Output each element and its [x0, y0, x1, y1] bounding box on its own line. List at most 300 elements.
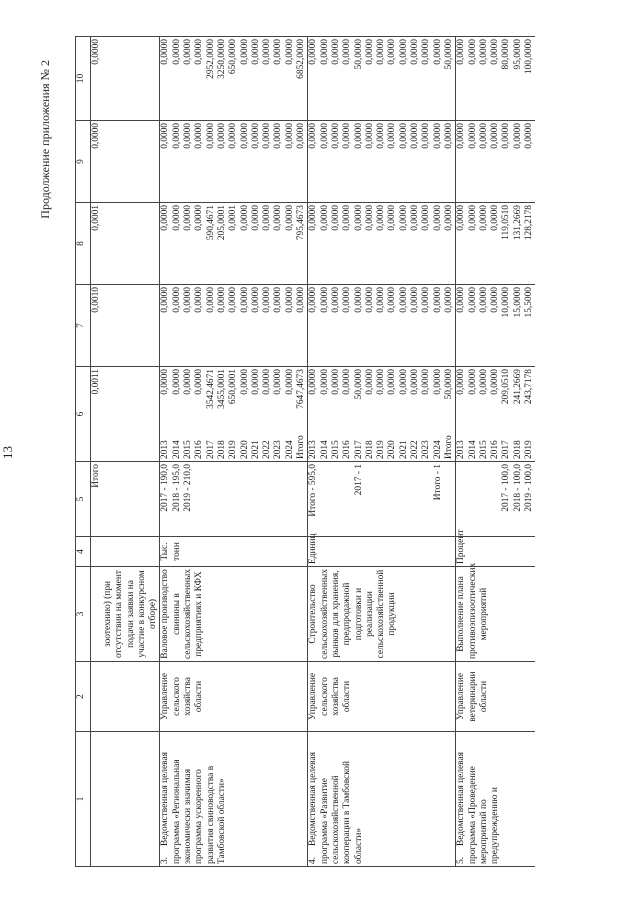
col10-cell-line: 0,0000 [194, 39, 205, 65]
col9-cell-line: 0,0000 [456, 123, 467, 149]
col6-line [296, 369, 307, 459]
col9-cell-line: 0,0000 [512, 123, 523, 149]
col8-cell-line: 0,0001 [228, 205, 239, 231]
year-label: 2021 [250, 440, 261, 459]
table-row [160, 37, 308, 867]
appendix-continuation-note: Продолжение приложения № 2 [38, 60, 52, 219]
year-label: 2014 [319, 440, 330, 459]
col7-cell-line: 0,0000 [467, 287, 478, 313]
col7-cell-line: 0,0000 [376, 287, 387, 313]
unit-cell: Единиц [308, 537, 456, 567]
col10-cell [160, 37, 308, 121]
col8-cell-line: 0,0000 [456, 205, 467, 231]
targets-cell-line [342, 464, 353, 534]
col9-cell-line: 0,0000 [432, 123, 443, 149]
col6-value: 0,0000 [456, 369, 467, 395]
col10-cell-line: 0,0000 [239, 39, 250, 65]
col6-line [421, 369, 432, 459]
col9-cell-line: 0,0000 [228, 123, 239, 149]
col6-value: 7647,4673 [296, 369, 307, 409]
col7-cell-line: 0,0000 [228, 287, 239, 313]
row-number: 3. [160, 856, 171, 864]
col6-value: 0,0000 [387, 369, 398, 395]
col10-cell [456, 37, 536, 121]
col8-cell-line: 0,0000 [410, 205, 421, 231]
year-label: 2016 [342, 440, 353, 459]
col6-value: 0,0000 [490, 369, 501, 395]
targets-cell-line [331, 464, 342, 534]
col8-cell-line: 0,0000 [376, 205, 387, 231]
col9-cell-line: 0,0000 [205, 123, 216, 149]
col6-line [217, 369, 228, 459]
col10-cell-line: 0,0000 [410, 39, 421, 65]
year-label: 2024 [432, 440, 443, 459]
col7-cell-line: 0,0000 [387, 287, 398, 313]
col6-line [240, 369, 251, 459]
col8-cell-line: 0,0000 [342, 205, 353, 231]
targets-cell [160, 462, 308, 537]
col7-cell-line: 0,0000 [456, 287, 467, 313]
year-label: 2019 [228, 440, 239, 459]
col7-cell-line: 0,0000 [239, 287, 250, 313]
col9-cell-line: 0,0000 [478, 123, 489, 149]
col10-cell-line: 3250,0000 [216, 39, 227, 79]
carryover-total-label: Итого [91, 462, 104, 537]
col6-value: 0,0000 [478, 369, 489, 395]
col9-cell-line: 0,0000 [160, 123, 171, 149]
col8-cell-line: 0,0000 [308, 205, 319, 231]
col8-cell-line: 205,0001 [216, 205, 227, 241]
col9-cell-line: 0,0000 [387, 123, 398, 149]
carryover-c7: 0,0010 [91, 285, 104, 367]
col6-line [456, 369, 467, 459]
col6-line [433, 369, 444, 459]
col10-cell-line: 650,0000 [228, 39, 239, 75]
col6-value: 0,0000 [160, 369, 171, 395]
year-label: 2023 [421, 440, 432, 459]
col7-cell-line: 0,0000 [330, 287, 341, 313]
col8-cell-line: 131,2669 [512, 205, 523, 241]
program-name: Ведомственная целевая программа «Региональная экономически значимая программа ускоренного развития свиноводства в Тамбовской области» [160, 752, 227, 864]
page-number: 13 [0, 446, 15, 459]
col6-value: 0,0000 [342, 369, 353, 395]
year-label: 2016 [490, 440, 501, 459]
col8-cell-line: 0,0000 [273, 205, 284, 231]
col8-cell-line: 0,0000 [262, 205, 273, 231]
col6-line [524, 369, 535, 459]
col8-cell-line: 0,0000 [443, 205, 454, 231]
col9-cell-line: 0,0000 [523, 123, 534, 149]
col10-cell-line: 0,0000 [262, 39, 273, 65]
program-name: Ведомственная целевая программа «Проведение мероприятий по предупреждению и [456, 752, 501, 864]
col9-cell-line: 0,0000 [250, 123, 261, 149]
col6-line [228, 369, 239, 459]
col6-value: 3542,4671 [205, 369, 216, 409]
col-header-10: 10 [76, 37, 91, 121]
col8-cell-line: 119,0510 [501, 205, 512, 240]
col6-value: 0,0000 [421, 369, 432, 395]
year-label: 2013 [308, 440, 319, 459]
col7-cell-line: 0,0000 [421, 287, 432, 313]
col9-cell-line: 0,0000 [467, 123, 478, 149]
col10-cell-line: 0,0000 [490, 39, 501, 65]
targets-cell-line: 2019 - 100,0 [523, 464, 534, 512]
col8-cell-line: 795,4673 [296, 205, 307, 241]
col7-cell-line: 0,0000 [410, 287, 421, 313]
carryover-text-row [103, 37, 160, 867]
col7-cell-line: 0,0000 [250, 287, 261, 313]
year-label: 2017 [205, 440, 216, 459]
col10-cell-line: 0,0000 [250, 39, 261, 65]
year-label: Итого [443, 435, 454, 459]
col6-line [376, 369, 387, 459]
col9-cell-line: 0,0000 [183, 123, 194, 149]
col8-cell-line: 0,0000 [478, 205, 489, 231]
col7-cell-line: 0,0000 [262, 287, 273, 313]
year-label: 2014 [467, 440, 478, 459]
col6-line [387, 369, 398, 459]
col6-value: 0,0000 [308, 369, 319, 395]
col10-cell-line: 0,0000 [308, 39, 319, 65]
year-label: 2023 [273, 440, 284, 459]
program-rows [160, 37, 535, 867]
year-label: 2018 [364, 440, 375, 459]
col10-cell-line: 0,0000 [376, 39, 387, 65]
program-name-cell [160, 732, 308, 867]
col7-cell-line: 0,0000 [160, 287, 171, 313]
col9-cell-line: 0,0000 [308, 123, 319, 149]
col9-cell-line: 0,0000 [194, 123, 205, 149]
col10-cell-line: 95,0000 [512, 39, 523, 70]
year-label: 2013 [456, 440, 467, 459]
col10-cell-line: 0,0000 [160, 39, 171, 65]
col7-cell-line: 0,0000 [296, 287, 307, 313]
col10-cell-line: 0,0000 [273, 39, 284, 65]
col10-cell-line: 0,0000 [478, 39, 489, 65]
col10-cell-line: 0,0000 [171, 39, 182, 65]
col8-cell-line: 0,0000 [171, 205, 182, 231]
col6-line [365, 369, 376, 459]
col6-cell [160, 367, 308, 462]
year-label: 2017 [353, 440, 364, 459]
year-label: 2016 [194, 440, 205, 459]
col7-cell-line: 0,0000 [490, 287, 501, 313]
col6-line [320, 369, 331, 459]
col10-cell-line: 0,0000 [398, 39, 409, 65]
col9-cell-line: 0,0000 [330, 123, 341, 149]
year-label: 2017 [501, 440, 512, 459]
targets-cell-line [421, 464, 432, 534]
indicator-cell: Валовое производство свинины в сельскохозяйственных предприятиях и КФХ [160, 567, 308, 662]
col6-value: 243,7178 [523, 369, 534, 405]
col6-value: 0,0000 [183, 369, 194, 395]
col7-cell [456, 285, 536, 367]
col7-cell-line: 10,0000 [501, 287, 512, 318]
col6-line [342, 369, 353, 459]
table-row [456, 37, 536, 867]
indicator-cell: Выполнение плана противоэпизоотических мероприятий [456, 567, 536, 662]
col8-cell-line: 0,0000 [432, 205, 443, 231]
col6-value: 0,0000 [284, 369, 295, 395]
col10-cell-line: 50,0000 [353, 39, 364, 70]
col8-cell-line: 0,0000 [353, 205, 364, 231]
col8-cell-line: 0,0000 [364, 205, 375, 231]
col7-cell [308, 285, 456, 367]
col7-cell-line: 0,0000 [171, 287, 182, 313]
col9-cell [308, 121, 456, 203]
col10-cell-line: 2952,0000 [205, 39, 216, 79]
col6-line [172, 369, 183, 459]
col6-line [399, 369, 410, 459]
program-name-cell [456, 732, 536, 867]
year-label: 2024 [284, 440, 295, 459]
col9-cell-line: 0,0000 [421, 123, 432, 149]
col6-line [468, 369, 479, 459]
col9-cell-line: 0,0000 [171, 123, 182, 149]
col8-cell [160, 203, 308, 285]
targets-cell-line: 2018 - 100,0 [512, 464, 523, 512]
col7-cell-line: 0,0000 [205, 287, 216, 313]
targets-cell-line: 2018 - 195,0 [171, 464, 182, 512]
col9-cell-line: 0,0000 [398, 123, 409, 149]
col9-cell-line: 0,0000 [284, 123, 295, 149]
col9-cell-line: 0,0000 [490, 123, 501, 149]
col9-cell-line: 0,0000 [296, 123, 307, 149]
col6-line [262, 369, 273, 459]
col6-line [285, 369, 296, 459]
col6-value: 0,0000 [432, 369, 443, 395]
row-number: 5. [456, 856, 467, 864]
program-name-cell [308, 732, 456, 867]
table-row [308, 37, 456, 867]
year-label: Итого [296, 435, 307, 459]
col9-cell [456, 121, 536, 203]
col10-cell-line: 0,0000 [183, 39, 194, 65]
col10-cell-line: 0,0000 [467, 39, 478, 65]
col6-line [501, 369, 512, 459]
col9-cell-line: 0,0000 [353, 123, 364, 149]
col6-line [331, 369, 342, 459]
col6-value: 0,0000 [330, 369, 341, 395]
carryover-c10: 0,0000 [91, 37, 104, 121]
col10-cell-line: 80,0000 [501, 39, 512, 70]
col10-cell-line: 0,0000 [342, 39, 353, 65]
program-table [75, 36, 535, 867]
targets-cell-line: 2017 - 190,0 [160, 464, 171, 512]
col8-cell-line: 0,0000 [387, 205, 398, 231]
targets-cell-line [490, 464, 501, 534]
col6-line [160, 369, 171, 459]
col6-value: 209,0510 [501, 369, 512, 405]
col-header-8: 8 [76, 203, 91, 285]
col6-value: 0,0000 [194, 369, 205, 395]
col10-cell-line: 50,0000 [443, 39, 454, 70]
col6-value: 0,0000 [319, 369, 330, 395]
unit-cell: Тыс. тонн [160, 537, 308, 567]
col9-cell-line: 0,0000 [443, 123, 454, 149]
col8-cell-line: 0,0000 [330, 205, 341, 231]
col8-cell-line: 0,0000 [239, 205, 250, 231]
carryover-indicator-text: зоотехнию) (при отсутствии на момент подачи заявки на участие в конкурсном отборе) [103, 567, 160, 662]
col6-line [194, 369, 205, 459]
col10-cell-line: 0,0000 [284, 39, 295, 65]
col9-cell-line: 0,0000 [262, 123, 273, 149]
col9-cell-line: 0,0000 [501, 123, 512, 149]
agency-cell: Управление сельского хозяйства области [160, 662, 308, 732]
unit-cell: Процент [456, 537, 536, 567]
targets-cell [308, 462, 456, 537]
col6-line [308, 369, 319, 459]
carryover-total-row [91, 37, 104, 867]
col6-value: 3455,0001 [216, 369, 227, 409]
col10-cell-line: 100,0000 [523, 39, 534, 75]
targets-cell-line [365, 464, 376, 534]
col-header-6: 6 [76, 367, 91, 462]
col6-value: 0,0000 [262, 369, 273, 395]
col8-cell-line: 0,0000 [250, 205, 261, 231]
col6-line [513, 369, 524, 459]
col-header-2: 2 [76, 662, 91, 732]
col6-value: 0,0000 [467, 369, 478, 395]
col8-cell-line: 0,0000 [421, 205, 432, 231]
col6-cell [308, 367, 456, 462]
agency-cell: Управление ветеринарии области [456, 662, 536, 732]
col8-cell [456, 203, 536, 285]
col-header-9: 9 [76, 121, 91, 203]
targets-cell-line: 2017 - 100,0 [501, 464, 512, 512]
targets-cell-line: Итого - 1 [432, 464, 443, 501]
col7-cell-line: 0,0000 [478, 287, 489, 313]
col6-value: 241,2669 [512, 369, 523, 405]
col8-cell-line: 0,0000 [398, 205, 409, 231]
col6-value: 50,0000 [353, 369, 364, 400]
col7-cell-line: 0,0000 [183, 287, 194, 313]
carryover-c6: 0,0011 [91, 367, 104, 462]
year-label: 2018 [512, 440, 523, 459]
col10-cell-line: 0,0000 [387, 39, 398, 65]
col6-value: 50,0000 [443, 369, 454, 400]
col6-line [444, 369, 455, 459]
carryover-c9: 0,0000 [91, 121, 104, 203]
col10-cell-line: 0,0000 [364, 39, 375, 65]
col-header-7: 7 [76, 285, 91, 367]
targets-cell-line [479, 464, 490, 534]
year-label: 2014 [171, 440, 182, 459]
col7-cell-line: 0,0000 [194, 287, 205, 313]
col6-value: 650,0001 [228, 369, 239, 405]
col10-cell-line: 0,0000 [421, 39, 432, 65]
targets-cell-line [399, 464, 410, 534]
col10-cell [308, 37, 456, 121]
col6-value: 0,0000 [364, 369, 375, 395]
col8-cell-line: 0,0000 [183, 205, 194, 231]
col7-cell [160, 285, 308, 367]
year-label: 2020 [239, 440, 250, 459]
year-label: 2013 [160, 440, 171, 459]
col10-cell-line: 0,0000 [456, 39, 467, 65]
col10-cell-line: 6852,0000 [296, 39, 307, 79]
targets-cell-line [387, 464, 398, 534]
col8-cell [308, 203, 456, 285]
year-label: 2021 [398, 440, 409, 459]
targets-cell-line [410, 464, 421, 534]
program-name: Ведомственная целевая программа «Развитие сельскохозяйственной кооперации в Тамбовской области» [308, 752, 364, 864]
row-number: 4. [308, 856, 319, 864]
targets-cell-line [456, 464, 467, 534]
col6-line [183, 369, 194, 459]
col9-cell-line: 0,0000 [376, 123, 387, 149]
targets-cell-line [376, 464, 387, 534]
col7-cell-line: 0,0000 [319, 287, 330, 313]
targets-cell-line [320, 464, 331, 534]
col8-cell-line: 0,0000 [194, 205, 205, 231]
targets-cell-line: Итого - 595,0 [308, 464, 319, 517]
year-label: 2022 [410, 440, 421, 459]
col6-line [251, 369, 262, 459]
indicator-cell: Строительство сельскохозяйственных рынков для хранения, предпродажной подготовки и реализации сельскохозяйственной продукции [308, 567, 456, 662]
col-header-4: 4 [76, 537, 91, 567]
col7-cell-line: 15,5000 [523, 287, 534, 318]
col7-cell-line: 0,0000 [364, 287, 375, 313]
col7-cell-line: 0,0000 [216, 287, 227, 313]
year-label: 2020 [387, 440, 398, 459]
targets-cell-line: 2017 - 1 [353, 464, 364, 496]
col7-cell-line: 0,0000 [342, 287, 353, 313]
year-label: 2022 [262, 440, 273, 459]
col9-cell-line: 0,0000 [216, 123, 227, 149]
col8-cell-line: 0,0000 [319, 205, 330, 231]
col6-value: 0,0000 [250, 369, 261, 395]
col6-line [410, 369, 421, 459]
year-label: 2019 [376, 440, 387, 459]
col-header-5: 5 [76, 462, 91, 537]
col10-cell-line: 0,0000 [432, 39, 443, 65]
targets-cell-line: 2019 - 210,0 [183, 464, 194, 512]
col6-value: 0,0000 [398, 369, 409, 395]
col10-cell-line: 0,0000 [319, 39, 330, 65]
header-row [76, 37, 91, 867]
year-label: 2019 [523, 440, 534, 459]
col9-cell-line: 0,0000 [273, 123, 284, 149]
col6-line [354, 369, 365, 459]
col6-line [490, 369, 501, 459]
carryover-c8: 0,0001 [91, 203, 104, 285]
col10-cell-line: 0,0000 [330, 39, 341, 65]
col8-cell-line: 0,0000 [160, 205, 171, 231]
col6-line [479, 369, 490, 459]
col7-cell-line: 0,0000 [443, 287, 454, 313]
col9-cell-line: 0,0000 [239, 123, 250, 149]
targets-cell-line [468, 464, 479, 534]
col6-value: 0,0000 [239, 369, 250, 395]
col7-cell-line: 0,0000 [432, 287, 443, 313]
col-header-3: 3 [76, 567, 91, 662]
col7-cell-line: 15,0000 [512, 287, 523, 318]
col7-cell-line: 0,0000 [273, 287, 284, 313]
col6-value: 0,0000 [273, 369, 284, 395]
col6-line [206, 369, 217, 459]
year-label: 2015 [330, 440, 341, 459]
col6-value: 0,0000 [410, 369, 421, 395]
col9-cell-line: 0,0000 [410, 123, 421, 149]
col9-cell-line: 0,0000 [319, 123, 330, 149]
year-label: 2015 [478, 440, 489, 459]
agency-cell: Управление сельского хозяйства области [308, 662, 456, 732]
col8-cell-line: 0,0000 [467, 205, 478, 231]
col6-cell [456, 367, 536, 462]
col6-value: 0,0000 [376, 369, 387, 395]
col8-cell-line: 0,0000 [490, 205, 501, 231]
